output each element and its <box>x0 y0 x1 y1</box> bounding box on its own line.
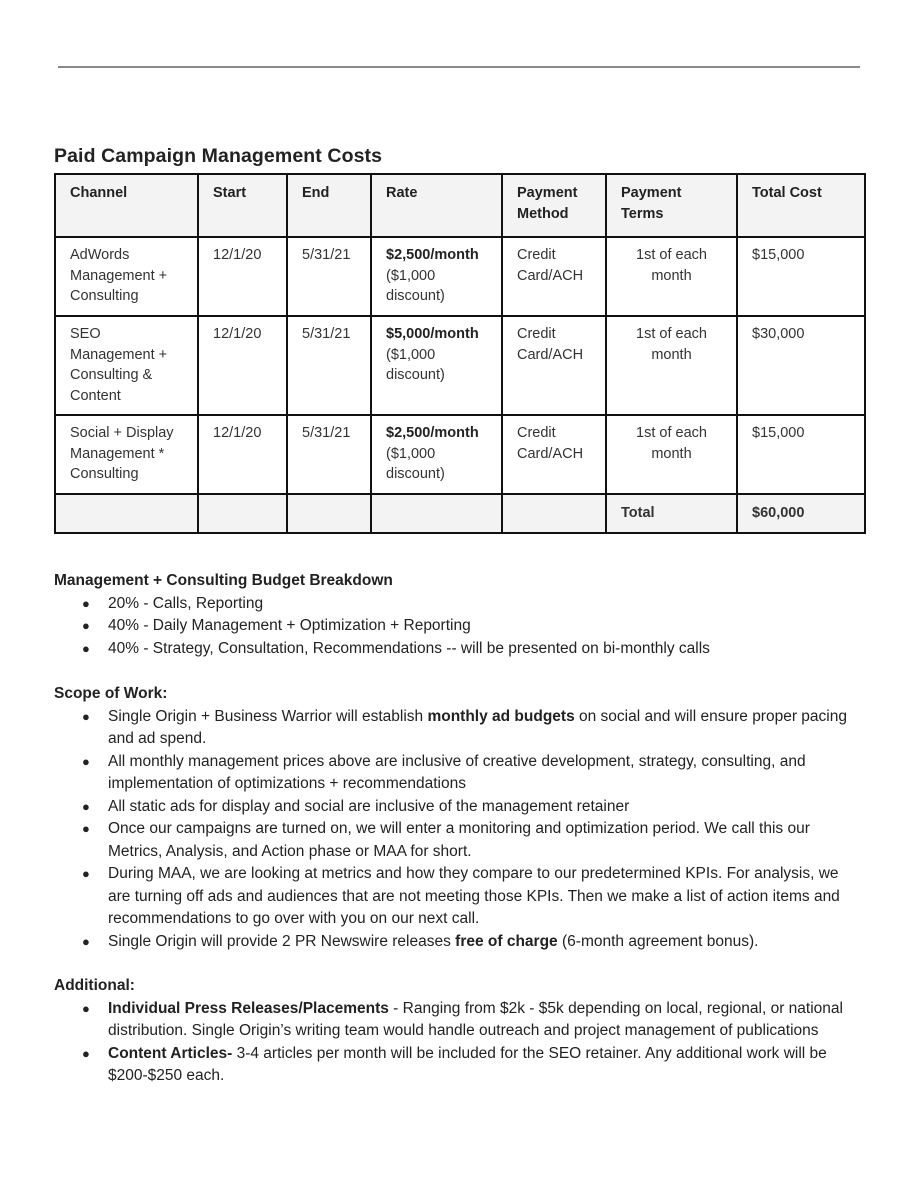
bullet-icon: ● <box>82 708 90 724</box>
bullet-icon: ● <box>82 798 90 814</box>
bullet-icon: ● <box>82 866 90 881</box>
scope-of-work-list <box>54 706 864 954</box>
cell-payment-terms: 1st of each month <box>606 415 737 494</box>
list-item-text: 40% - Daily Management + Optimization + Reporting <box>108 617 471 634</box>
header-start: Start <box>198 174 287 237</box>
list-item-emphasis: monthly ad budgets <box>427 707 575 725</box>
table-row <box>55 415 865 494</box>
rate-note: ($1,000 discount) <box>386 445 445 482</box>
list-item-text: Once our campaigns are turned on, we will enter a monitoring and optimization period. We call this our Metrics, Analysis, and Action phase or MAA for short. <box>108 820 810 860</box>
cell-payment-terms: 1st of each month <box>606 316 737 415</box>
list-item-text: All static ads for display and social are inclusive of the management retainer <box>108 797 630 815</box>
additional-list <box>54 998 864 1088</box>
bullet-icon: ● <box>82 1000 90 1016</box>
cell-rate <box>371 316 502 415</box>
cell-end: 5/31/21 <box>287 415 371 494</box>
list-item-emphasis: Content Articles- <box>108 1044 233 1062</box>
list-item-text: - Ranging from $2k - $5k depending on local, regional, or national distribution. Single Origin’s writing team would handle outreach and project management of publications <box>108 999 843 1039</box>
bullet-icon: ● <box>82 640 90 656</box>
empty-cell <box>55 494 198 533</box>
bullet-icon: ● <box>82 595 90 611</box>
list-item-text: (6-month agreement bonus). <box>557 932 759 950</box>
empty-cell <box>198 494 287 533</box>
list-item <box>54 638 864 661</box>
list-item <box>54 751 864 796</box>
header-rate: Rate <box>371 174 502 237</box>
list-item <box>54 796 864 819</box>
rate-note: ($1,000 discount) <box>386 267 445 304</box>
rate-amount: $2,500/month <box>386 425 479 441</box>
rate-amount: $5,000/month <box>386 326 479 342</box>
cell-total-cost: $15,000 <box>737 415 865 494</box>
table-row <box>55 316 865 415</box>
rate-note: ($1,000 discount) <box>386 346 445 383</box>
bullet-icon: ● <box>82 753 90 769</box>
list-item <box>54 818 864 863</box>
list-item <box>54 615 864 638</box>
list-item-text: 3-4 articles per month will be included for the SEO retainer. Any additional work will be $200-$250 each. <box>108 1044 827 1084</box>
cell-rate <box>371 415 502 494</box>
list-item <box>54 1043 864 1088</box>
list-item <box>54 998 864 1043</box>
list-item-text: During MAA, we are looking at metrics and how they compare to our predetermined KPIs. For analysis, we are turning off ads and audiences that are not meeting those KPIs. Then we make a list of action items and recommendations to go over with you on our next call. <box>108 865 840 927</box>
empty-cell <box>371 494 502 533</box>
header-payment-method: Payment Method <box>502 174 606 237</box>
cell-payment-method: Credit Card/ACH <box>502 415 606 494</box>
bullet-icon: ● <box>82 1045 90 1061</box>
list-item-text: All monthly management prices above are inclusive of creative development, strategy, consulting, and implementation of optimizations + recommendations <box>108 752 806 792</box>
header-channel: Channel <box>55 174 198 237</box>
cell-channel: AdWords Management + Consulting <box>55 237 198 316</box>
empty-cell <box>502 494 606 533</box>
total-value: $60,000 <box>737 494 865 533</box>
cell-channel: SEO Management + Consulting & Content <box>55 316 198 415</box>
list-item-text: on social and will ensure proper pacing and ad spend. <box>108 707 847 747</box>
cell-start: 12/1/20 <box>198 316 287 415</box>
table-header-row <box>55 174 865 237</box>
cell-total-cost: $30,000 <box>737 316 865 415</box>
cell-end: 5/31/21 <box>287 316 371 415</box>
header-total-cost: Total Cost <box>737 174 865 237</box>
table-row <box>55 237 865 316</box>
list-item <box>54 706 864 751</box>
additional-heading: Additional: <box>54 977 135 994</box>
cell-start: 12/1/20 <box>198 237 287 316</box>
total-label: Total <box>606 494 737 533</box>
cell-payment-terms: 1st of each month <box>606 237 737 316</box>
page-title: Paid Campaign Management Costs <box>54 145 383 167</box>
list-item-text: 20% - Calls, Reporting <box>108 594 264 612</box>
list-item-text: Single Origin + Business Warrior will establish <box>108 707 428 725</box>
scope-of-work-heading: Scope of Work: <box>54 685 168 702</box>
bullet-icon: ● <box>82 821 90 836</box>
cell-payment-method: Credit Card/ACH <box>502 237 606 316</box>
budget-breakdown-list <box>54 593 864 661</box>
budget-breakdown-section <box>54 570 864 660</box>
cell-start: 12/1/20 <box>198 415 287 494</box>
list-item-text: Single Origin will provide 2 PR Newswire releases <box>108 932 456 950</box>
cost-table <box>54 173 866 534</box>
list-item-emphasis: free of charge <box>455 932 558 950</box>
rate-amount: $2,500/month <box>386 247 479 263</box>
bullet-icon: ● <box>82 933 90 949</box>
header-divider <box>58 66 860 68</box>
cell-payment-method: Credit Card/ACH <box>502 316 606 415</box>
additional-section <box>54 975 864 1088</box>
header-end: End <box>287 174 371 237</box>
bullet-icon: ● <box>82 618 90 633</box>
list-item <box>54 863 864 931</box>
empty-cell <box>287 494 371 533</box>
list-item-emphasis: Individual Press Releases/Placements <box>108 999 389 1017</box>
header-payment-terms: Payment Terms <box>606 174 737 237</box>
cell-end: 5/31/21 <box>287 237 371 316</box>
list-item <box>54 931 864 954</box>
scope-of-work-section <box>54 683 864 953</box>
cell-rate <box>371 237 502 316</box>
cell-channel: Social + Display Management * Consulting <box>55 415 198 494</box>
list-item-text: 40% - Strategy, Consultation, Recommendations -- will be presented on bi-monthly calls <box>108 639 710 657</box>
budget-breakdown-heading: Management + Consulting Budget Breakdown <box>54 572 393 589</box>
cell-total-cost: $15,000 <box>737 237 865 316</box>
table-total-row <box>55 494 865 533</box>
list-item <box>54 593 864 616</box>
